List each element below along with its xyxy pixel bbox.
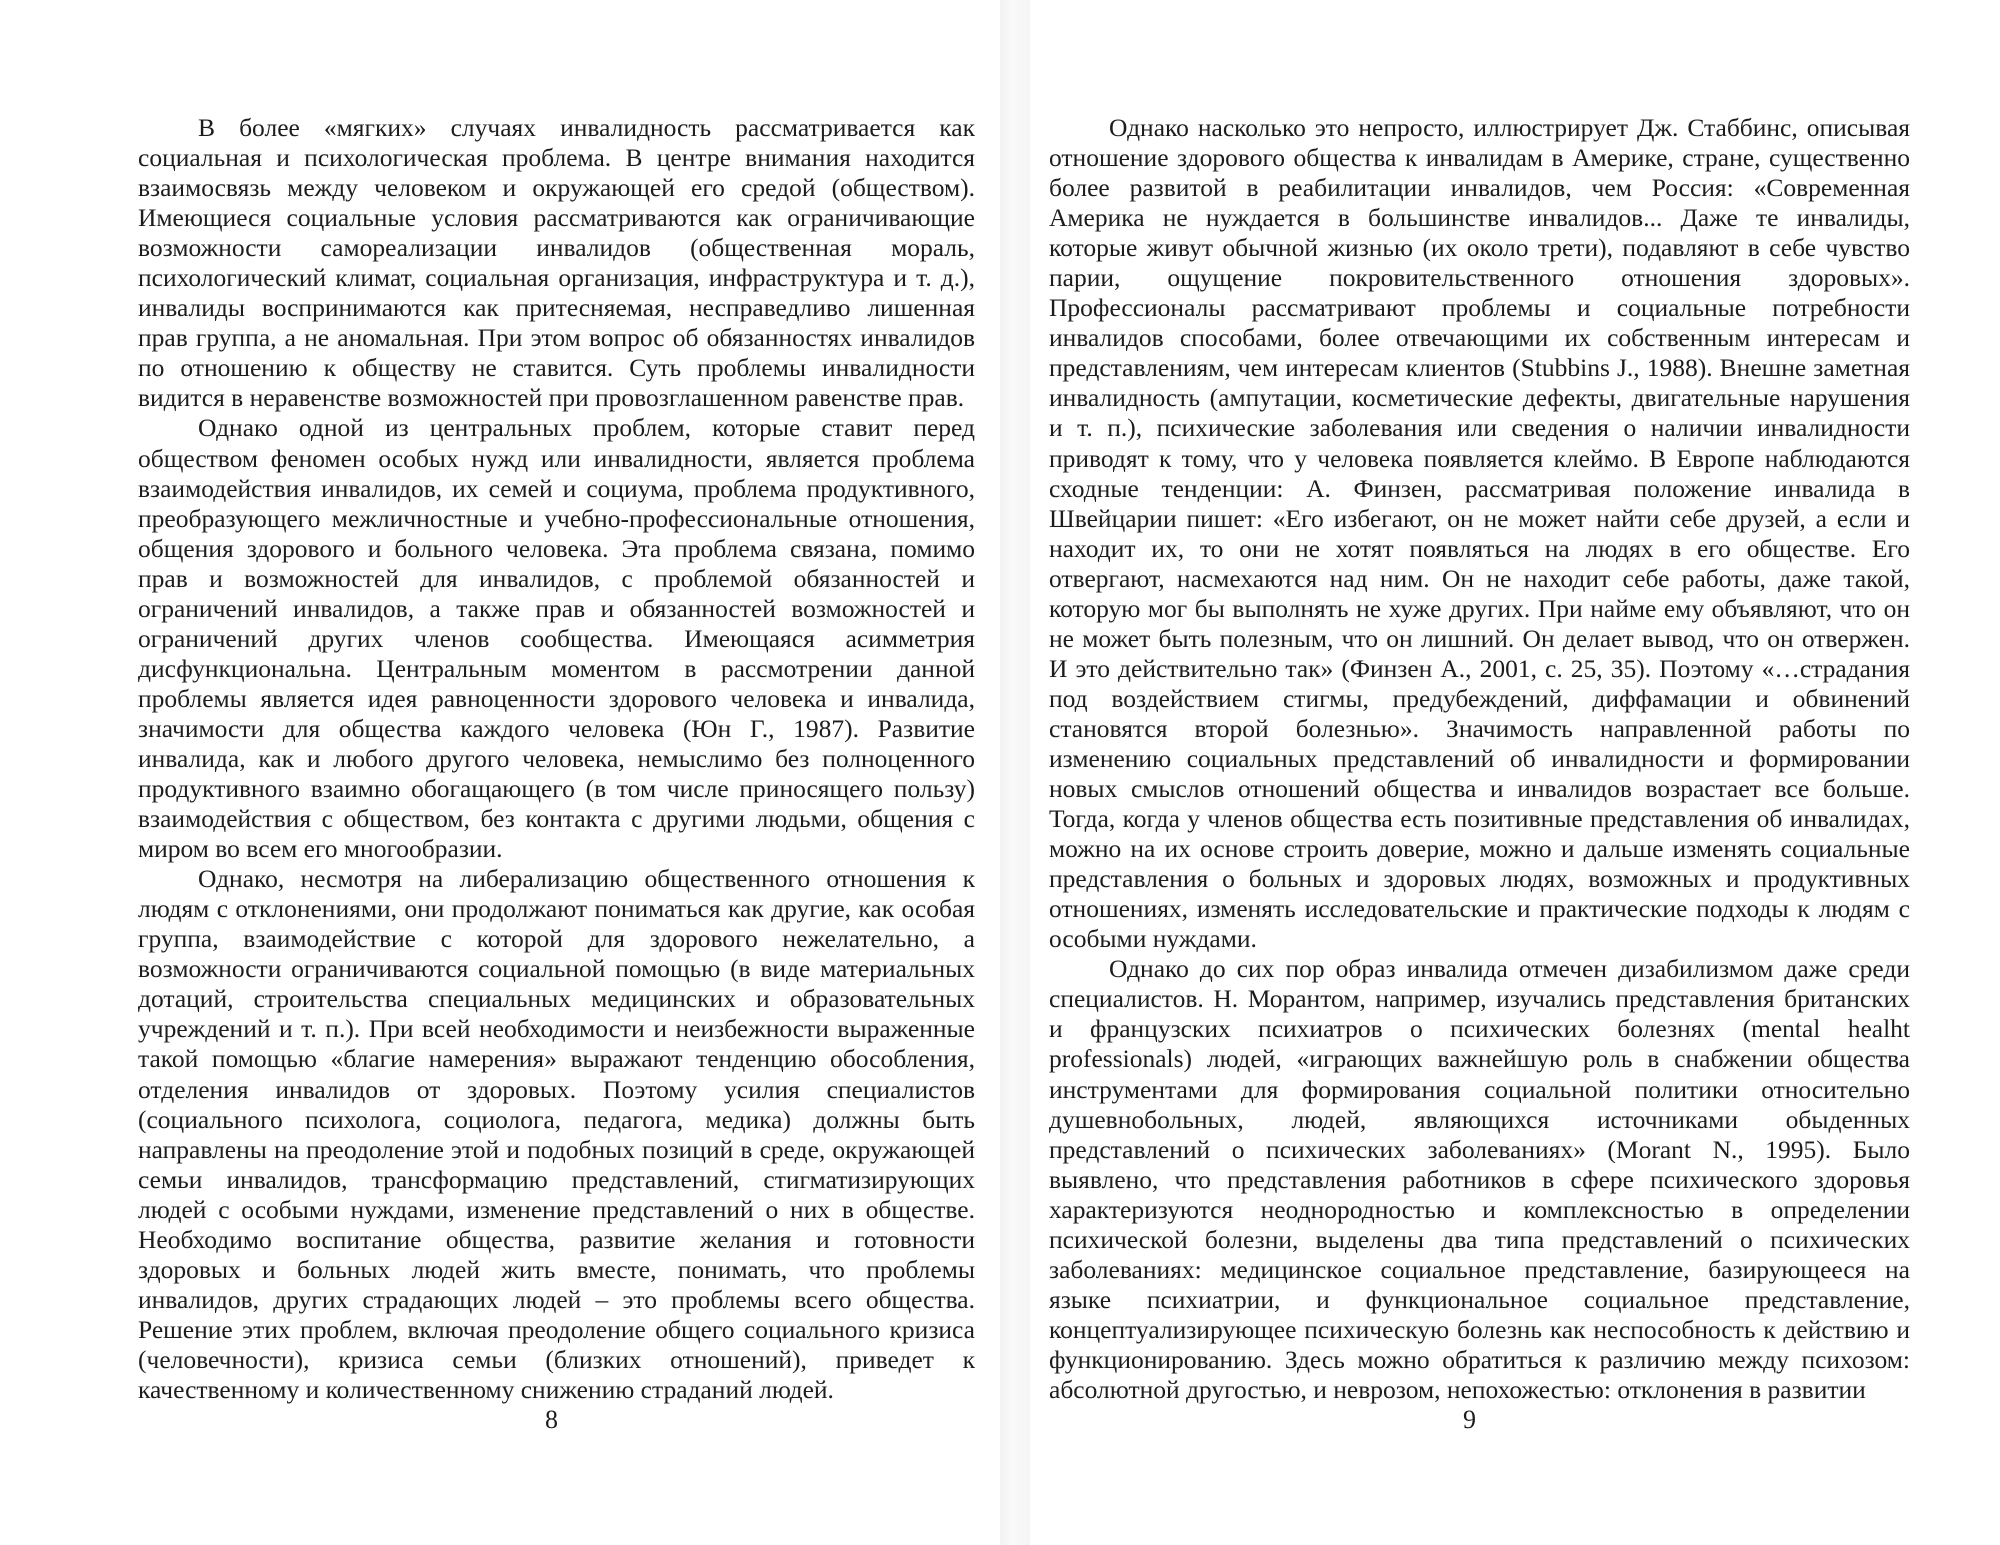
- paragraph: Однако, несмотря на либерализацию общественного отношения к людям с отклонениями, они продолжают пониматься как другие, как особая группа, взаимодействие с которой для здорового нежелательно, а возможности ограничиваются социальной помощью (в виде материальных дотаций, строительства специальных медицинских и образовательных учреждений и т. п.). При всей необходимости и неизбежности выраженные такой помощью «благие намерения» выражают тенденцию обособления, отделения инвалидов от здоровых. Поэтому усилия специалистов (социального психолога, социолога, педагога, медика) должны быть направлены на преодоление этой и подобных позиций в среде, окружающей семьи инвалидов, трансформацию представлений, стигматизирующих людей с особыми нуждами, изменение представлений о них в обществе. Необходимо воспитание общества, развитие желания и готовности здоровых и больных людей жить вместе, понимать, что проблемы инвалидов, других страдающих людей – это проблемы всего общества. Решение этих проблем, включая преодоление общего социального кризиса (человечности), кризиса семьи (близких отношений), приведет к качественному и количественному снижению страданий людей.: [138, 864, 975, 1404]
- left-page-text: [138, 113, 975, 1405]
- book-gutter: [1000, 0, 1030, 1545]
- page-number: 9: [1463, 1405, 1476, 1434]
- page-number: 8: [545, 1405, 558, 1434]
- right-page: [1030, 0, 2000, 1545]
- paragraph: Однако насколько это непросто, иллюстрирует Дж. Стаббинс, описывая отношение здорового общества к инвалидам в Америке, стране, существенно более развитой в реабилитации инвалидов, чем Россия: «Современная Америка не нуждается в большинстве инвалидов... Даже те инвалиды, которые живут обычной жизнью (их около трети), подавляют в себе чувство парии, ощущение покровительственного отношения здоровых». Профессионалы рассматривают проблемы и социальные потребности инвалидов способами, более отвечающими их собственным интересам и представлениям, чем интересам клиентов (Stubbins J., 1988). Внешне заметная инвалидность (ампутации, косметические дефекты, двигательные нарушения и т. п.), психические заболевания или сведения о наличии инвалидности приводят к тому, что у человека появляется клеймо. В Европе наблюдаются сходные тенденции: А. Финзен, рассматривая положение инвалида в Швейцарии пишет: «Его избегают, он не может найти себе друзей, а если и находит их, то они не хотят появляться на людях в его обществе. Его отвергают, насмехаются над ним. Он не находит себе работы, даже такой, которую мог бы выполнять не хуже других. При найме ему объявляют, что он не может быть полезным, что он лишний. Он делает вывод, что он отвержен. И это действительно так» (Финзен А., 2001, с. 25, 35). Поэтому «…страдания под воздействием стигмы, предубеждений, диффамации и обвинений становятся второй болезнью». Значимость направленной работы по изменению социальных представлений об инвалидности и формировании новых смыслов отношений общества и инвалидов возрастает все больше. Тогда, когда у членов общества есть позитивные представления об инвалидах, можно на их основе строить доверие, можно и дальше изменять социальные представления о больных и здоровых людях, возможных и продуктивных отношениях, изменять исследовательские и практические подходы к людям с особыми нуждами.: [1049, 113, 1910, 954]
- paragraph: В более «мягких» случаях инвалидность рассматривается как социальная и психологическая проблема. В центре внимания находится взаимосвязь между человеком и окружающей его средой (обществом). Имеющиеся социальные условия рассматриваются как ограничивающие возможности самореализации инвалидов (общественная мораль, психологический климат, социальная организация, инфраструктура и т. д.), инвалиды воспринимаются как притесняемая, несправедливо лишенная прав группа, а не аномальная. При этом вопрос об обязанностях инвалидов по отношению к обществу не ставится. Суть проблемы инвалидности видится в неравенстве возможностей при провозглашенном равенстве прав.: [138, 113, 975, 413]
- right-page-text: [1049, 113, 1910, 1405]
- paragraph: Однако до сих пор образ инвалида отмечен дизабилизмом даже среди специалистов. Н. Морантом, например, изучались представления британских и французских психиатров о психических болезнях (mental healht professionals) людей, «играющих важнейшую роль в снабжении общества инструментами для формирования социальной политики относительно душевнобольных, людей, являющихся источниками обыденных представлений о психических заболеваниях» (Morant N., 1995). Было выявлено, что представления работников в сфере психического здоровья характеризуются неоднородностью и комплексностью в определении психической болезни, выделены два типа представлений о психических заболеваниях: медицинское социальное представление, базирующееся на языке психиатрии, и функциональное социальное представление, концептуализирующее психическую болезнь как неспособность к действию и функционированию. Здесь можно обратиться к различию между психозом: абсолютной другостью, и неврозом, непохожестью: отклонения в развитии: [1049, 954, 1910, 1404]
- paragraph: Однако одной из центральных проблем, которые ставит перед обществом феномен особых нужд или инвалидности, является проблема взаимодействия инвалидов, их семей и социума, проблема продуктивного, преобразующего межличностные и учебно-профессиональные отношения, общения здорового и больного человека. Эта проблема связана, помимо прав и возможностей для инвалидов, с проблемой обязанностей и ограничений инвалидов, а также прав и обязанностей возможностей и ограничений других членов сообщества. Имеющаяся асимметрия дисфункциональна. Центральным моментом в рассмотрении данной проблемы является идея равноценности здорового человека и инвалида, значимости для общества каждого человека (Юн Г., 1987). Развитие инвалида, как и любого другого человека, немыслимо без полноценного продуктивного взаимно обогащающего (в том числе приносящего пользу) взаимодействия с обществом, без контакта с другими людьми, общения с миром во всем его многообразии.: [138, 413, 975, 864]
